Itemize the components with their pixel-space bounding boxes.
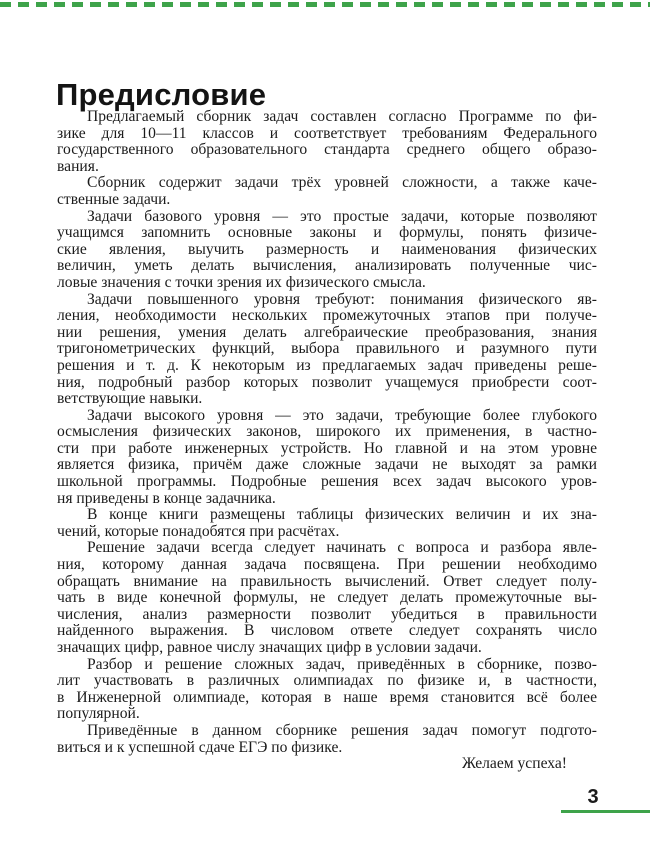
text-line: ловые значения с точки зрения их физического смысла.: [57, 273, 426, 291]
text-line: вания.: [57, 157, 99, 175]
text-line: нии решения, умения делать алгебраические преобразования, знания: [57, 323, 597, 341]
text-line: популярной.: [57, 705, 140, 723]
paragraph: [57, 723, 597, 756]
text-line: Приведённые в данном сборнике решения задач помогут подгото-: [87, 721, 597, 739]
body-text: [57, 109, 597, 773]
paragraph: [57, 657, 597, 723]
text-line: ня приведены в конце задачника.: [57, 489, 276, 507]
text-line: ственные задачи.: [57, 190, 171, 208]
text-line: учащимся запомнить основные законы и формулы, понять физиче-: [57, 224, 597, 242]
text-line: обращать внимание на правильность вычислений. Ответ следует полу-: [57, 572, 597, 590]
text-line: ления, необходимости нескольких промежуточных этапов при получе-: [57, 307, 597, 325]
paragraph: [57, 292, 597, 408]
page-number: 3: [587, 786, 599, 808]
page-number-rule: [561, 810, 650, 813]
text-line: Сборник содержит задачи трёх уровней сложности, а также каче-: [87, 174, 597, 192]
text-line: Решение задачи всегда следует начинать с вопроса и разбора явле-: [87, 539, 597, 557]
text-line: решения и т. д. К некоторым из предлагаемых задач приведены реше-: [57, 356, 597, 374]
text-line: Предлагаемый сборник задач составлен согласно Программе по фи-: [87, 108, 597, 125]
text-line: тригонометрических функций, выбора правильного и разумного пути: [57, 340, 597, 358]
text-line: зике для 10—11 классов и соответствует требованиям Федерального: [57, 124, 597, 142]
paragraph: [57, 408, 597, 508]
text-line: сти при работе инженерных устройств. Но главной и на этом уровне: [57, 439, 597, 457]
text-line: ния, которому данная задача посвящена. При решении необходимо: [57, 556, 597, 574]
top-dashed-border: [0, 2, 650, 7]
text-line: Задачи высокого уровня — это задачи, требующие более глубокого: [87, 406, 597, 424]
text-line: ские явления, выучить размерность и наименования физических: [57, 240, 597, 258]
text-line: величин, уметь делать вычисления, анализировать полученные чис-: [57, 257, 597, 275]
paragraph: [57, 209, 597, 292]
text-line: ветствующие навыки.: [57, 390, 203, 408]
text-line: является физика, причём даже сложные задачи не выходят за рамки: [57, 456, 597, 474]
text-line: Задачи базового уровня — это простые задачи, которые позволяют: [87, 207, 597, 225]
text-line: осмысления физических законов, широкого их применения, в частно-: [57, 423, 597, 441]
paragraph: [57, 109, 597, 175]
text-line: виться и к успешной сдаче ЕГЭ по физике.: [57, 738, 343, 756]
text-line: Разбор и решение сложных задач, приведённых в сборнике, позво-: [87, 655, 597, 673]
closing-line: Желаем успеха!: [462, 755, 567, 773]
paragraph: [57, 507, 597, 540]
text-line: лит участвовать в различных олимпиадах по физике и, в частности,: [57, 672, 597, 690]
paragraph: [57, 175, 597, 208]
text-line: Задачи повышенного уровня требуют: понимания физического яв-: [87, 290, 597, 308]
text-line: школьной программы. Подробные решения всех задач высокого уров-: [57, 473, 597, 491]
page-title: Предисловие: [56, 76, 267, 112]
text-line: значащих цифр, равное числу значащих цифр в условии задачи.: [57, 639, 482, 656]
text-line: чать в виде конечной формулы, не следует делать промежуточные вы-: [57, 589, 597, 607]
paragraph: [57, 540, 597, 656]
text-line: В конце книги размещены таблицы физических величин и их зна-: [87, 506, 597, 524]
text-line: ния, подробный разбор которых позволит учащемуся приобрести соот-: [57, 373, 597, 391]
text-line: найденного выражения. В числовом ответе следует сохранять число: [57, 622, 597, 640]
text-line: числения, анализ размерности позволит убедиться в правильности: [57, 605, 597, 623]
text-line: государственного образовательного стандарта среднего общего образо-: [57, 141, 597, 159]
text-line: в Инженерной олимпиаде, которая в наше время становится всё более: [57, 688, 597, 706]
text-line: чений, которые понадобятся при расчётах.: [57, 522, 340, 540]
